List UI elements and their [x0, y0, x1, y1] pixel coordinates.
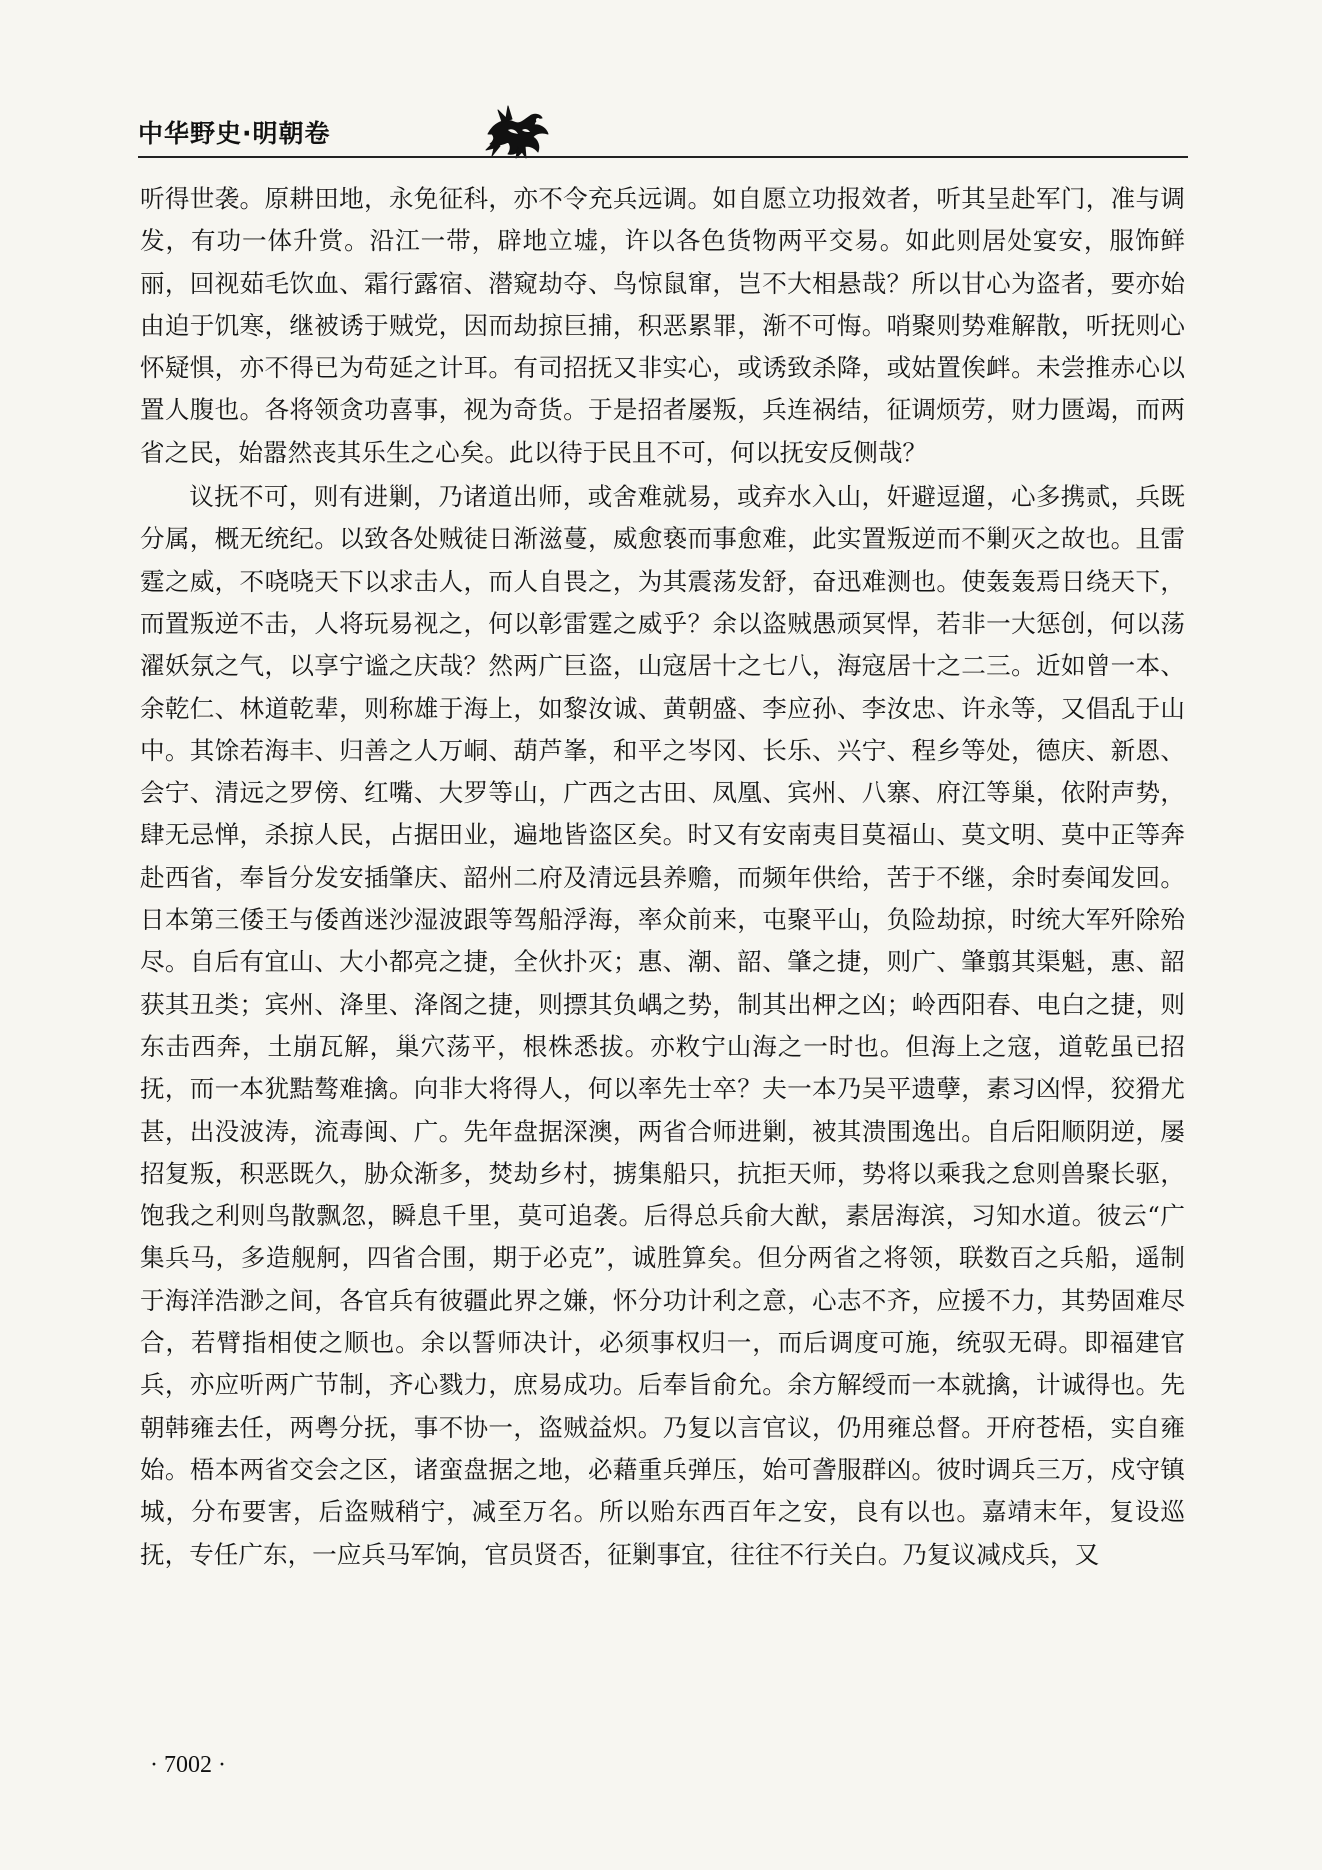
header-rule — [138, 156, 1188, 158]
paragraph-1: 听得世袭。原耕田地，永免征科，亦不令充兵远调。如自愿立功报效者，听其呈赴军门，准与调发，有功一体升赏。沿江一带，辟地立墟，许以各色货物两平交易。如此则居处宴安，服饰鲜丽，回视茹毛饮血、霜行露宿、潜窥劫夺、鸟惊鼠窜，岂不大相悬哉？所以甘心为盗者，要亦始由迫于饥寒，继被诱于贼党，因而劫掠巨捕，积恶累罪，渐不可悔。哨聚则势难解散，听抚则心怀疑惧，亦不得已为苟延之计耳。有司招抚又非实心，或诱致杀降，或姑置俟衅。未尝推赤心以置人腹也。各将领贪功喜事，视为奇货。于是招者屡叛，兵连祸结，征调烦劳，财力匮竭，而两省之民，始嚣然丧其乐生之心矣。此以待于民且不可，何以抚安反侧哉？ — [140, 184, 1185, 467]
paragraph-2: 议抚不可，则有进剿，乃诸道出师，或舍难就易，或弃水入山，奸避逗遛，心多携贰，兵既分属，概无统纪。以致各处贼徒日渐滋蔓，威愈亵而事愈难，此实置叛逆而不剿灭之故也。且雷霆之威，不哓哓天下以求击人，而人自畏之，为其震荡发舒，奋迅难测也。使轰轰焉日绕天下，而置叛逆不击，人将玩易视之，何以彰雷霆之威乎？余以盗贼愚顽冥悍，若非一大惩创，何以荡濯妖氛之气，以享宁谧之庆哉？然两广巨盗，山寇居十之七八，海寇居十之二三。近如曾一本、余乾仁、林道乾辈，则称雄于海上，如黎汝诚、黄朝盛、李应孙、李汝忠、许永等，又倡乱于山中。其馀若海丰、归善之人万峒、葫芦峯，和平之岑冈、长乐、兴宁、程乡等处，德庆、新恩、会宁、清远之罗傍、红嘴、大罗等山，广西之古田、凤凰、宾州、八寨、府江等巢，依附声势，肆无忌惮，杀掠人民，占据田业，遍地皆盗区矣。时又有安南夷目莫福山、莫文明、莫中正等奔赴西省，奉旨分发安插肇庆、韶州二府及清远县养赡，而频年供给，苦于不继，余时奏闻发回。日本第三倭王与倭酋迷沙湿波跟等驾船浮海，率众前来，屯聚平山，负险劫掠，时统大军歼除殆尽。自后有宜山、大小都亮之捷，全伙扑灭；惠、潮、韶、肇之捷，则广、肇翦其渠魁，惠、韶获其丑类；宾州、洚里、洚阁之捷，则摽其负嵎之势，制其出柙之凶；岭西阳春、电白之捷，则东击西奔，土崩瓦解，巢穴荡平，根株悉拔。亦敉宁山海之一时也。但海上之寇，道乾虽已招抚，而一本犹黠骜难擒。向非大将得人，何以率先士卒？夫一本乃吴平遗孽，素习凶悍，狡猾尤甚，出没波涛，流毒闽、广。先年盘据深澳，两省合师进剿，被其溃围逸出。自后阳顺阴逆，屡招复叛，积恶既久，胁众渐多，焚劫乡村，掳集船只，抗拒天师，势将以乘我之怠则兽聚长驱，饱我之利则鸟散飘忽，瞬息千里，莫可追袭。后得总兵俞大猷，素居海滨，习知水道。彼云“广集兵马，多造舰舸，四省合围，期于必克”，诚胜算矣。但分两省之将领，联数百之兵船，遥制于海洋浩渺之间，各官兵有彼疆此界之嫌，怀分功计利之意，心志不齐，应援不力，其势固难尽合，若臂指相使之顺也。余以誓师决计，必须事权归一，而后调度可施，统驭无碍。即福建官兵，亦应听两广节制，齐心戮力，庶易成功。后奉旨俞允。余方解绶而一本就擒，计诚得也。先朝韩雍去任，两粤分抚，事不协一，盗贼益炽。乃复以言官议，仍用雍总督。开府苍梧，实自雍始。梧本两省交会之区，诸蛮盘据之地，必藉重兵弹压，始可詟服群凶。彼时调兵三万，戍守镇城，分布要害，后盗贼稍宁，减至万名。所以贻东西百年之安，良有以也。嘉靖末年，复设巡抚，专任广东，一应兵马军饷，官员贤否，征剿事宜，往往不行关白。乃复议减戍兵，又 — [140, 482, 1185, 1569]
body-text — [140, 178, 1185, 1576]
page-number: · 7002 · — [150, 1752, 226, 1778]
book-title: 中华野史·明朝卷 — [138, 119, 331, 148]
dragon-logo-icon — [478, 100, 554, 160]
running-header — [138, 100, 1188, 162]
